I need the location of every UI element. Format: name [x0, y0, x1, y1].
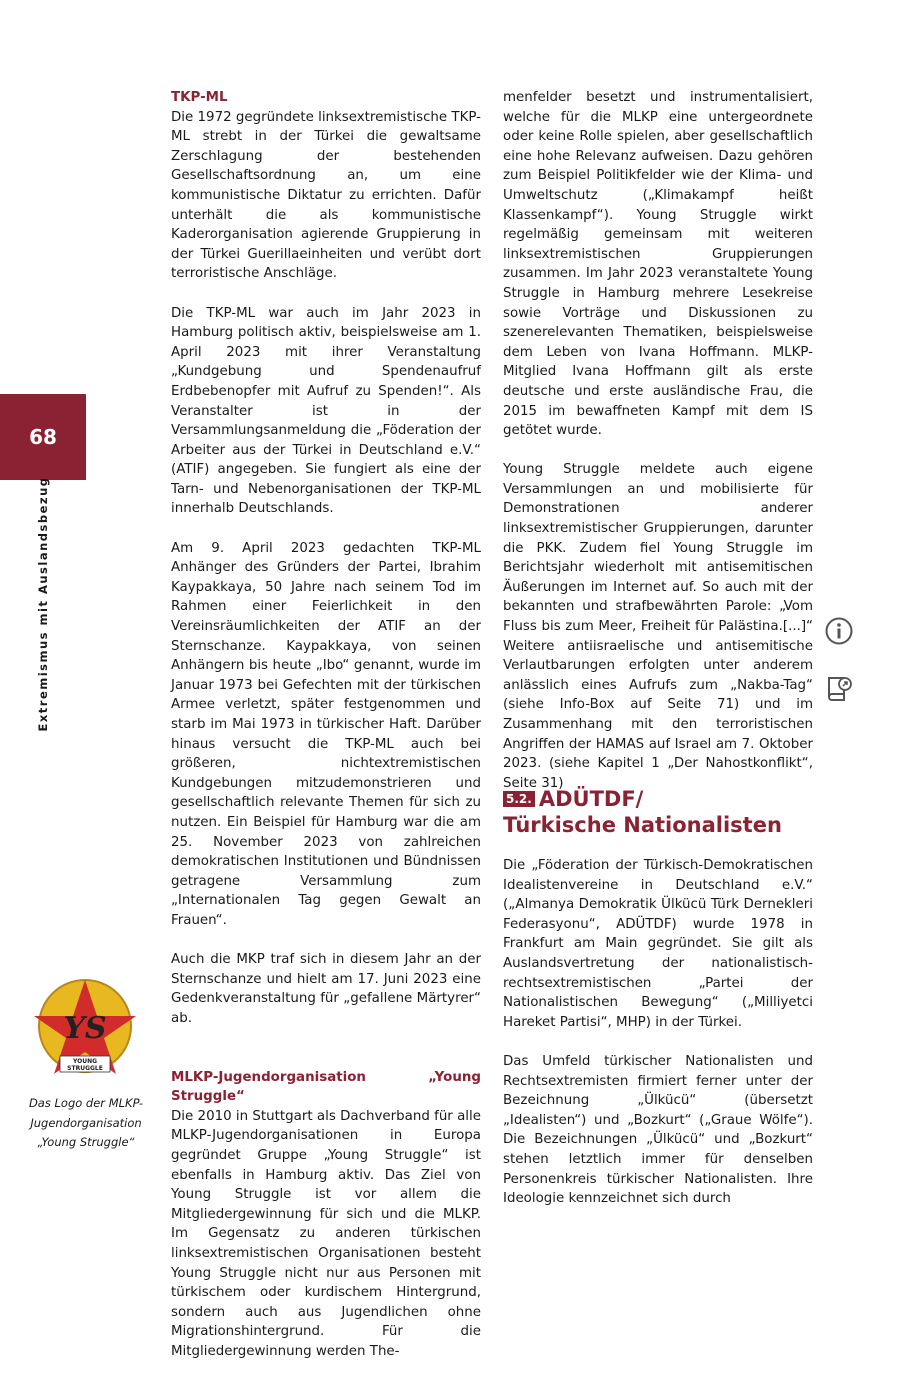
section-heading — [503, 786, 823, 838]
logo-ribbon-line2: STRUGGLE — [67, 1065, 103, 1072]
paragraph: Die 1972 gegründete linksextremistische TKP-ML strebt in der Türkei die gewaltsame Zerschlagung der bestehenden Gesellschaftsordnung an, um eine kommunistische Diktatur zu errichten. Dafür unterhält die als kommunistische Kaderorganisation agierende Gruppierung in der Türkei Guerillaeinheiten und verübt dort terroristische Anschläge. — [171, 109, 481, 282]
paragraph: Auch die MKP traf sich in diesem Jahr an der Sternschanze und hielt am 17. Juni 2023 eine Gedenkveranstaltung für „gefallene Märtyrer“ ab. — [171, 952, 481, 1026]
heading-tkp-ml: TKP-ML — [171, 90, 228, 105]
left-column — [171, 88, 481, 1381]
paragraph: Young Struggle meldete auch eigene Versammlungen an und mobilisierte für Demonstrationen anderer linksextremistischer Gruppierungen, darunter die PKK. Zudem fiel Young Struggle im Berichtsjahr wiederholt mit antisemitischen Äußerungen im Internet auf. So auch mit der bekannten und strafbewährten Parole: „Vom Fluss bis zum Meer, Freiheit für Palästina.[...]“ Weitere antiisraelische und antisemitische Verlautbarungen erfolgten unter anderem anlässlich eines Aufrufs zum „Nakba-Tag“ (siehe Info-Box auf Seite 71) und im Zusammenhang mit den terroristischen Angriffen der HAMAS auf Israel am 7. Oktober 2023. (siehe Kapitel 1 „Der Nahostkonflikt“, Seite 31) — [503, 462, 813, 791]
caption-line2: Jugendorganisation — [30, 1115, 142, 1130]
section-title-line1: ADÜTDF/ — [538, 787, 644, 811]
caption-line3: „Young Struggle“ — [37, 1135, 135, 1149]
info-icon[interactable] — [824, 616, 854, 646]
chapter-side-label: Extremismus mit Auslandsbezug — [36, 476, 50, 732]
logo-ribbon-line1: YOUNG — [72, 1058, 98, 1065]
section-number: 5.2. — [503, 791, 535, 807]
paragraph: Die TKP-ML war auch im Jahr 2023 in Hamburg politisch aktiv, beispielsweise am 1. April 2023 mit ihrer Veranstaltung „Kundgebung und Spendenaufruf Erdbebenopfer mit Aufruf zu Spenden!“. Als Veranstalter ist in der Versammlungsanmeldung die „Föderation der Arbeiter aus der Türkei in Deutschland e.V.“ (ATIF) angegeben. Sie fungiert als eine der Tarn- und Nebenorganisationen der TKP-ML innerhalb Deutschlands. — [171, 305, 481, 517]
heading-young-struggle: MLKP-Jugendorganisation „Young Struggle“ — [171, 1069, 481, 1105]
page-number-tab — [0, 394, 86, 480]
young-struggle-logo — [30, 978, 140, 1078]
section-title-line2: Türkische Nationalisten — [503, 813, 782, 837]
right-column-lower — [503, 856, 813, 1228]
external-link-book-icon[interactable] — [824, 674, 854, 704]
logo-letters: YS — [63, 1011, 107, 1046]
paragraph: menfelder besetzt und instrumentalisiert, welche für die MLKP eine untergeordnete oder keine Rolle spielen, aber gesellschaftlich eine hohe Relevanz aufweisen. Dazu gehören zum Beispiel Politikfelder wie der Klima- und Umweltschutz („Klimakampf heißt Klassenkampf“). Young Struggle wirkt regelmäßig gemeinsam mit weiteren linksextremistischen Gruppierungen zusammen. Im Jahr 2023 veranstaltete Young Struggle in Hamburg mehrere Lesekreise sowie Vorträge und Diskussionen zu szenerelevanten Thematiken, beispielsweise dem Leben von Ivana Hoffmann. MLKP-Mitglied Ivana Hoffmann gilt als erste deutsche und erste ausländische Frau, die 2015 im bewaffneten Kampf mit dem IS getötet wurde. — [503, 90, 813, 439]
right-column — [503, 88, 813, 813]
paragraph: Das Umfeld türkischer Nationalisten und Rechtsextremisten firmiert ferner unter der Bezeichnung „Ülkücü“ (übersetzt „Idealisten“) und „Bozkurt“ („Graue Wölfe“). Die Bezeichnungen „Ülkücü“ und „Bozkurt“ stehen letztlich immer für denselben Personenkreis türkischer Nationalisten. Ihre Ideologie kennzeichnet sich durch — [503, 1053, 813, 1207]
paragraph: Die „Föderation der Türkisch-Demokratischen Idealistenvereine in Deutschland e.V.“ („Almanya Demokratik Ülkücü Türk Dernekleri Federasyonu“, ADÜTDF) wurde 1978 in Frankfurt am Main gegründet. Sie gilt als Auslandsvertretung der nationalistisch-rechtsextremistischen „Partei der Nationalistischen Bewegung“ („Milliyetci Hareket Partisi“, MHP) in der Türkei. — [503, 858, 813, 1030]
paragraph: Die 2010 in Stuttgart als Dachverband für alle MLKP-Jugendorganisationen in Europa gegründet Gruppe „Young Struggle“ ist ebenfalls in Hamburg aktiv. Das Ziel von Young Struggle ist vor allem die Mitgliedergewinnung für sich und die MLKP. Im Gegensatz zu anderen türkischen linksextremistischen Organisationen besteht Young Struggle nicht nur aus Personen mit türkischem oder kurdischem Hintergrund, sondern auch aus Jugendlichen ohne Migrationshintergrund. Für die Mitgliedergewinnung werden The- — [171, 1108, 481, 1359]
paragraph: Am 9. April 2023 gedachten TKP-ML Anhänger des Gründers der Partei, Ibrahim Kaypakkaya, 50 Jahre nach seinem Tod im Rahmen einer Feierlichkeit in den Vereinsräumlichkeiten der ATIF an der Sternschanze. Kaypakkaya, von seinen Anhängern bis heute „Ibo“ genannt, wurde im Januar 1973 bei Gefechten mit der türkischen Armee verletzt, später festgenommen und starb im Mai 1973 in türkischer Haft. Darüber hinaus versucht die TKP-ML auch bei größeren, nichtextremistischen Kundgebungen mitzudemonstrieren und gesellschaftlich relevante Themen für sich zu nutzen. Ein Beispiel für Hamburg war die am 25. November 2023 von zahlreichen demokratischen Institutionen und Bündnissen getragene Versammlung zum „Internationalen Tag gegen Gewalt an Frauen“. — [171, 540, 481, 928]
caption-line1: Das Logo der MLKP- — [28, 1096, 144, 1110]
page-number: 68 — [29, 425, 57, 449]
logo-caption — [22, 1094, 150, 1153]
